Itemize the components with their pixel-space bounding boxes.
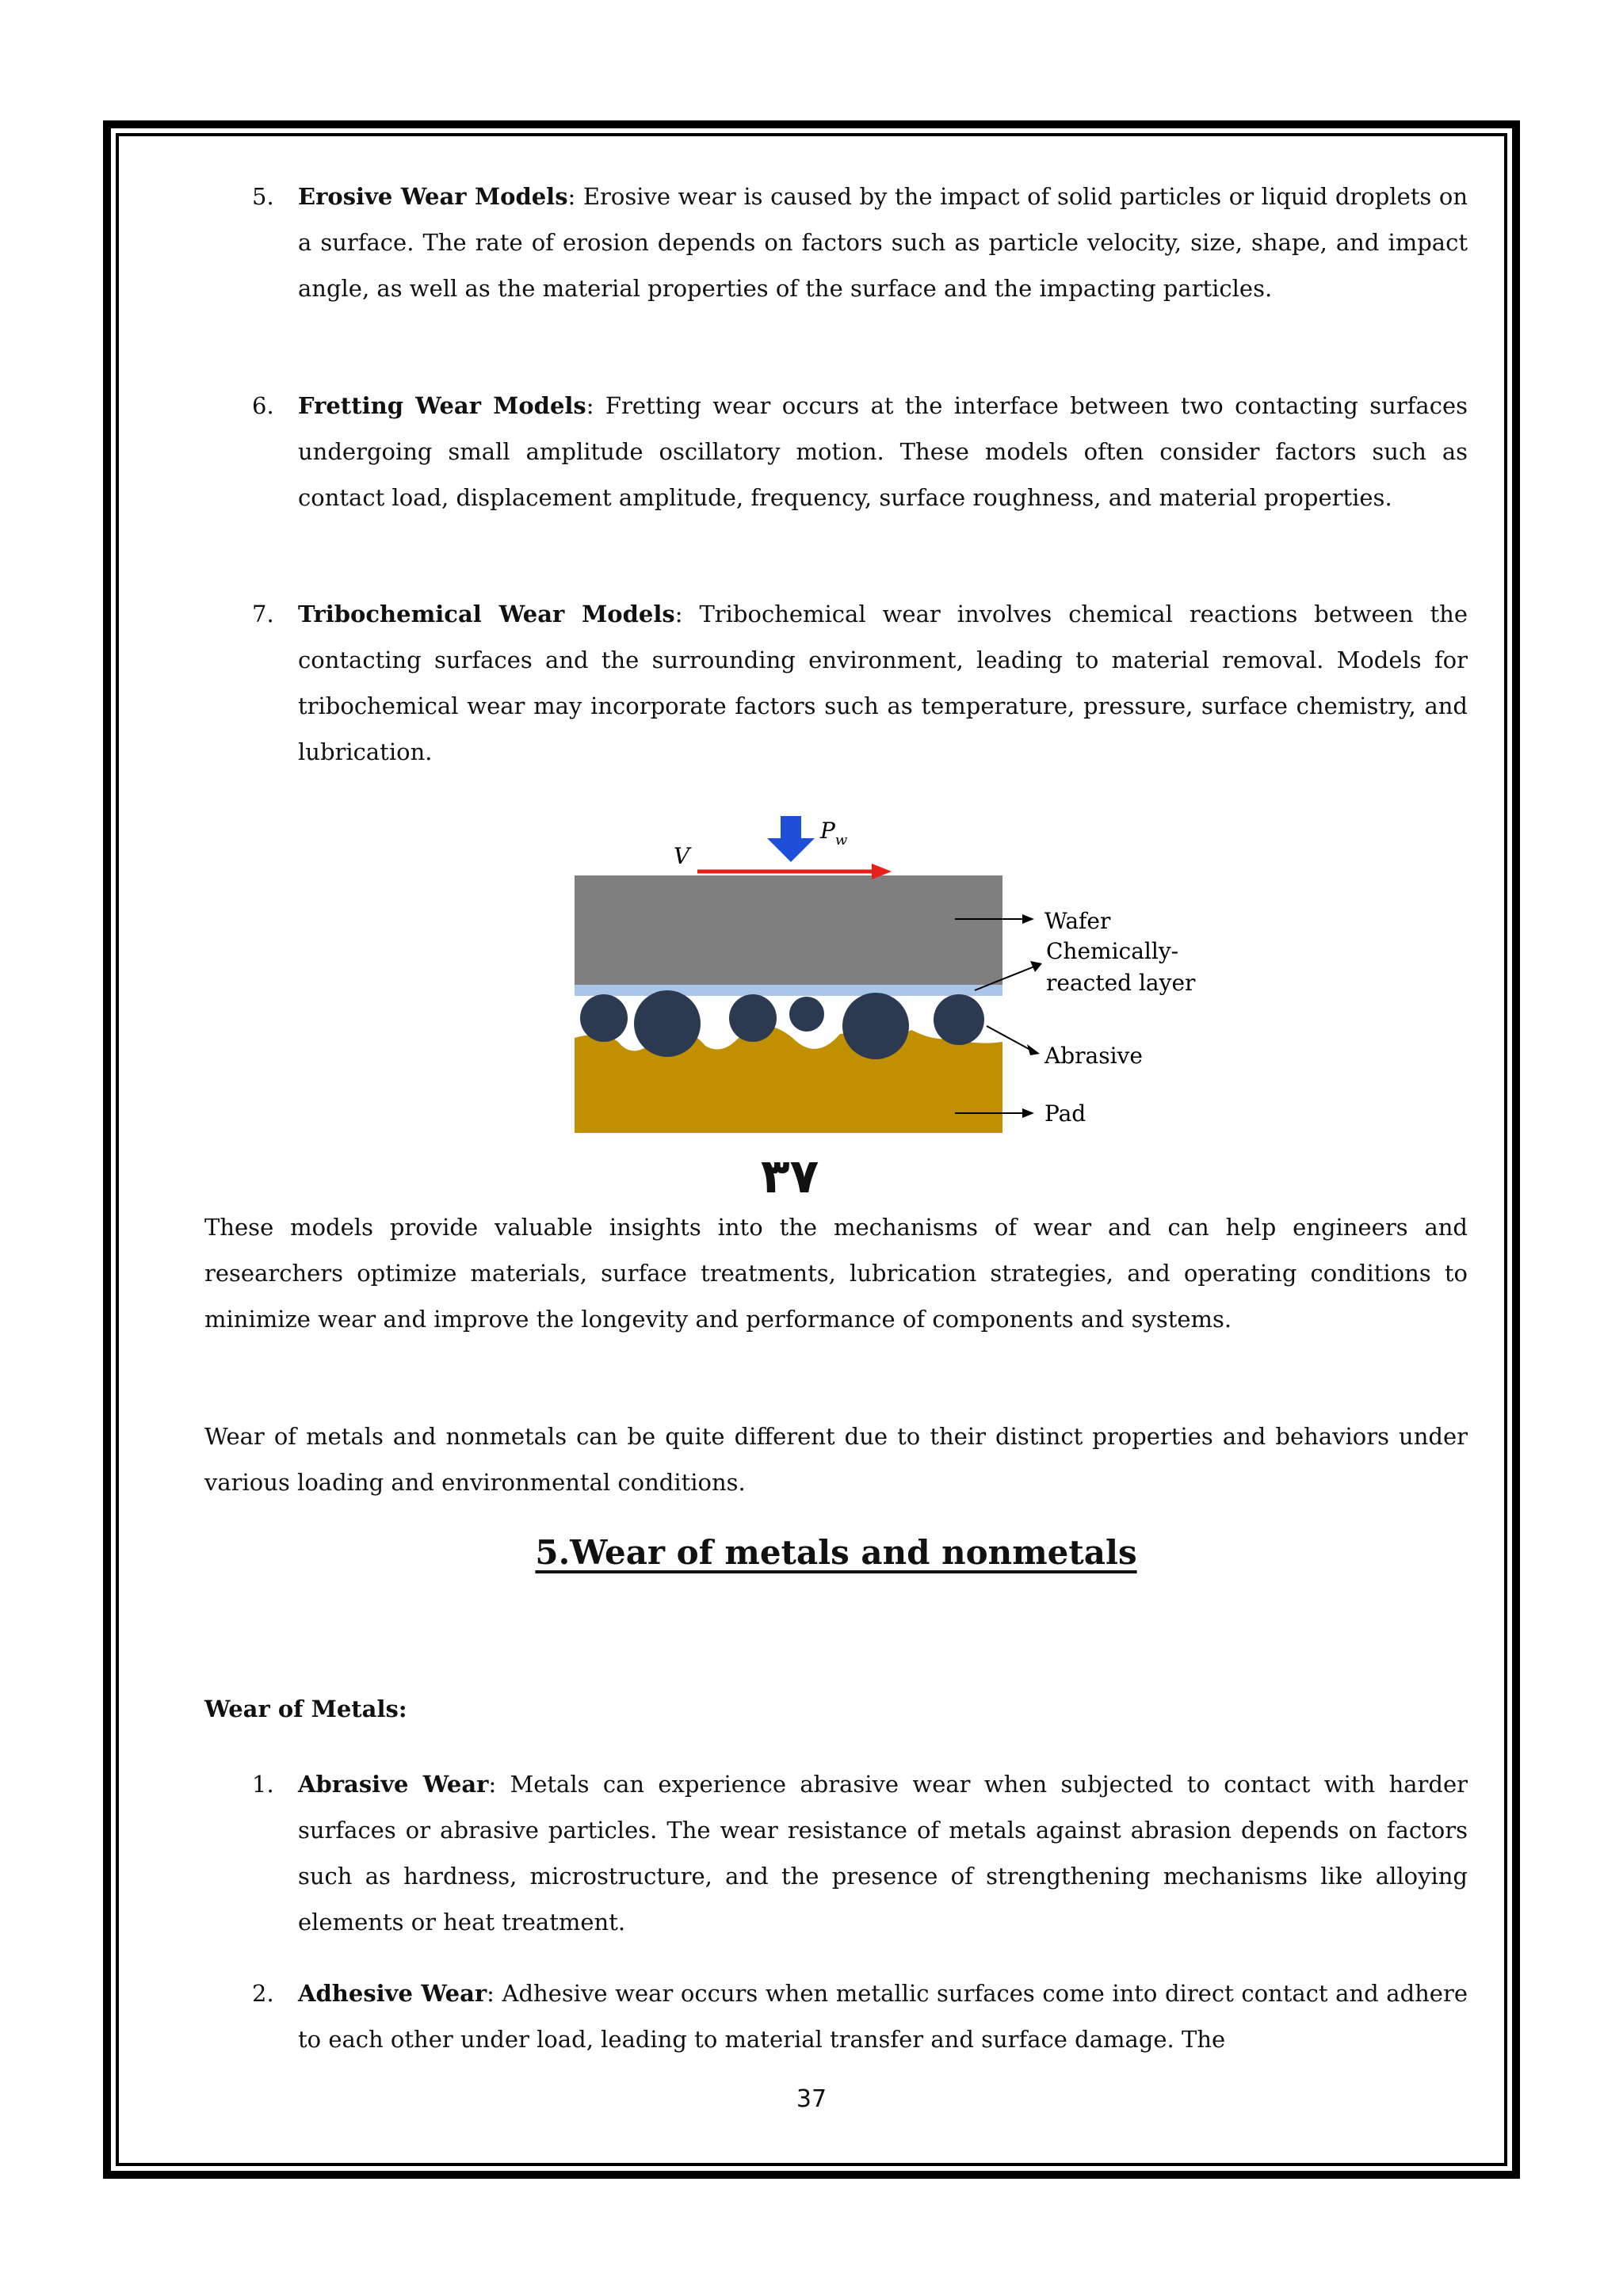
pressure-label: $P_w$ [820,818,848,849]
cmp-diagram-figure [555,800,1228,1157]
list-item-adhesive-wear [298,1970,1468,2062]
list-item-text: : Adhesive wear occurs when metallic surfaces come into direct contact and adhere to each other under load, leading to material transfer and surface damage. The [298,1980,1468,2053]
list-number: 6. [252,392,274,419]
subheading-wear-of-metals: Wear of Metals: [204,1695,407,1722]
page-number: 37 [796,2085,827,2113]
abrasive-particle [634,990,701,1057]
list-number: 1. [252,1771,274,1798]
list-item-erosive-wear [298,174,1468,311]
wafer-label: Wafer [1044,908,1111,934]
velocity-label: V [674,843,690,869]
list-item-fretting-wear [298,383,1468,521]
reacted-label-2: reacted layer [1046,970,1196,996]
list-item-text: : Tribochemical wear involves chemical reactions between the contacting surfaces and the surrounding environment, leading to material removal. Models for tribochemical wear may incorporate factors such as temperature, pressure, surface chemistry, and lubrication. [298,601,1468,765]
list-item-term: Tribochemical Wear Models [298,601,675,627]
arabic-page-mark: ٣٧ [761,1149,819,1204]
list-number: 5. [252,183,274,210]
reacted-layer [575,985,1002,996]
abrasive-label: Abrasive [1044,1043,1143,1069]
list-item-term: Erosive Wear Models [298,183,568,210]
list-item-text: : Fretting wear occurs at the interface between two contacting surfaces undergoing small amplitude oscillatory motion. These models often consider factors such as contact load, displacement amplitude, frequency, surface roughness, and material properties. [298,392,1468,511]
pressure-arrowhead [767,838,815,862]
list-item-term: Abrasive Wear [298,1771,489,1798]
list-item-term: Fretting Wear Models [298,392,586,419]
wafer-block [575,875,1002,985]
pad-block [575,1025,1002,1133]
abrasive-particle [729,994,777,1042]
list-item-term: Adhesive Wear [298,1980,487,2007]
abrasive-particle [580,994,628,1042]
paragraph-metals-nonmetals: Wear of metals and nonmetals can be quite different due to their distinct properties and behaviors under various loading and environmental conditions. [204,1423,1468,1496]
reacted-label-1: Chemically- [1046,938,1179,964]
list-item-text: : Metals can experience abrasive wear when subjected to contact with harder surfaces or abrasive particles. The wear resistance of metals against abrasion depends on factors such as hardness, microstructure, and the presence of strengthening mechanisms like alloying elements or heat treatment. [298,1771,1468,1936]
abrasive-particle [789,997,824,1032]
paragraph-models-insights: These models provide valuable insights into the mechanisms of wear and can help engineers and researchers optimize materials, surface treatments, lubrication strategies, and operating conditions to minimize wear and improve the longevity and performance of components and systems. [204,1214,1468,1333]
list-item-tribochemical-wear [298,591,1468,775]
section-heading: 5.Wear of metals and nonmetals [535,1533,1137,1572]
pad-label: Pad [1044,1100,1086,1127]
list-number: 2. [252,1980,274,2007]
abrasive-particle [842,993,909,1059]
list-item-abrasive-wear [298,1761,1468,1945]
pressure-arrow-shaft [781,816,801,838]
list-number: 7. [252,601,274,627]
abrasive-particle [934,994,984,1045]
list-item-text: : Erosive wear is caused by the impact of solid particles or liquid droplets on a surface. The rate of erosion depends on factors such as particle velocity, size, shape, and impact angle, as well as the material properties of the surface and the impacting particles. [298,183,1468,302]
